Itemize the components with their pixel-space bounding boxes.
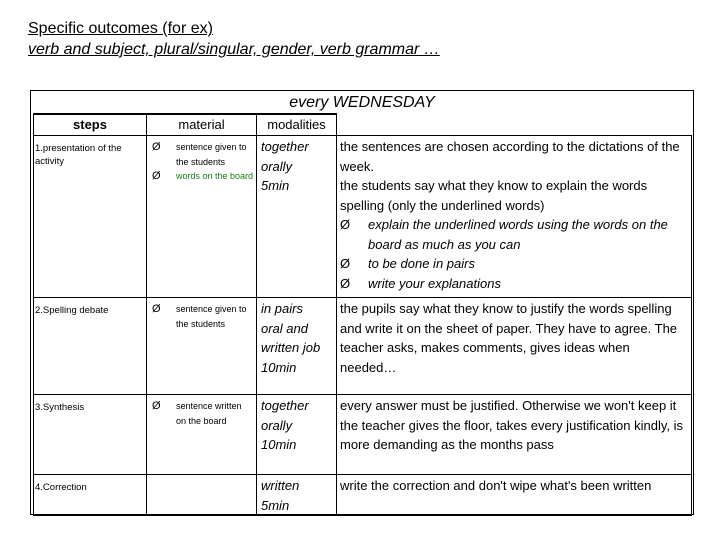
step-cell: 4.Correction [34,475,147,516]
material-cell [147,298,257,395]
modality-line: in pairs [261,301,303,316]
bullet-text: to be done in pairs [368,256,475,271]
col-header-modalities: modalities [257,114,337,136]
table-row [34,298,692,395]
arrow-bullet-icon: Ø [152,141,161,153]
description-line: the teacher gives the floor, takes every justification kindly, is more demanding as the months pass [340,417,683,452]
banner-every-wednesday: every WEDNESDAY [289,94,435,111]
modality-line: together [261,139,309,154]
slide-heading [28,18,708,60]
col-header-material: material [147,114,257,136]
description-cell [337,475,692,516]
material-item [152,140,254,169]
arrow-bullet-icon: Ø [152,170,161,182]
col-header-blank [337,114,692,136]
material-cell [147,475,257,516]
description-cell [337,395,692,475]
modality-line: 5min [261,178,290,193]
arrow-bullet-icon: Ø [152,400,161,412]
modality-line: orally [261,158,293,174]
description-line: the sentences are chosen according to the dictations of the week. [340,139,680,174]
bullet-text: write your explanations [368,275,501,291]
material-text: sentence given to the students [176,304,247,329]
step-cell: 3.Synthesis [34,395,147,475]
modalities-cell [257,298,337,395]
table-row [34,475,692,516]
heading-title: Specific outcomes (for ex) [28,20,213,37]
modalities-cell [257,395,337,475]
modalities-cell [257,475,337,516]
material-cell [147,395,257,475]
col-header-steps: steps [34,114,147,136]
material-text: words on the board [176,171,254,181]
arrow-bullet-icon: Ø [340,256,351,271]
modality-line: together [261,398,309,413]
material-text: sentence given to the students [176,142,247,167]
modalities-cell [257,136,337,298]
heading-subtitle: verb and subject, plural/singular, gender, verb grammar … [28,41,440,58]
activity-table [33,113,692,516]
modality-line: 5min [261,497,290,513]
step-cell: 2.Spelling debate [34,298,147,395]
description-line: the students say what they know to explain the words spelling (only the underlined words) [340,178,648,213]
bullet-item [340,254,689,274]
material-cell [147,136,257,298]
arrow-bullet-icon: Ø [340,275,351,291]
material-item [152,399,254,428]
header-row [34,114,692,136]
schedule-frame [30,90,694,515]
material-text: sentence written on the board [176,401,242,426]
bullet-text: explain the underlined words using the words on the board as much as you can [368,217,668,252]
description-line: every answer must be justified. Otherwise we won't keep it [340,398,677,413]
description-line: write the correction and don't wipe what's been written [340,478,652,493]
modality-line: written job [261,340,321,355]
description-cell [337,298,692,395]
modality-line: orally [261,417,293,433]
modality-line: 10min [261,437,297,452]
modality-line: 10min [261,359,297,375]
material-item [152,302,254,331]
arrow-bullet-icon: Ø [340,217,351,232]
bullet-item [340,274,689,294]
bullet-item [340,215,689,254]
material-item [152,169,254,184]
table-row [34,395,692,475]
description-line: the pupils say what they know to justify the words spelling and write it on the sheet of paper. They have to agree. The teacher asks, makes comments, gives ideas when needed… [340,301,678,375]
step-cell: 1.presentation of the activity [34,136,147,298]
arrow-bullet-icon: Ø [152,303,161,315]
table-row [34,136,692,298]
modality-line: written [261,478,300,493]
modality-line: oral and [261,320,308,336]
description-cell [337,136,692,298]
